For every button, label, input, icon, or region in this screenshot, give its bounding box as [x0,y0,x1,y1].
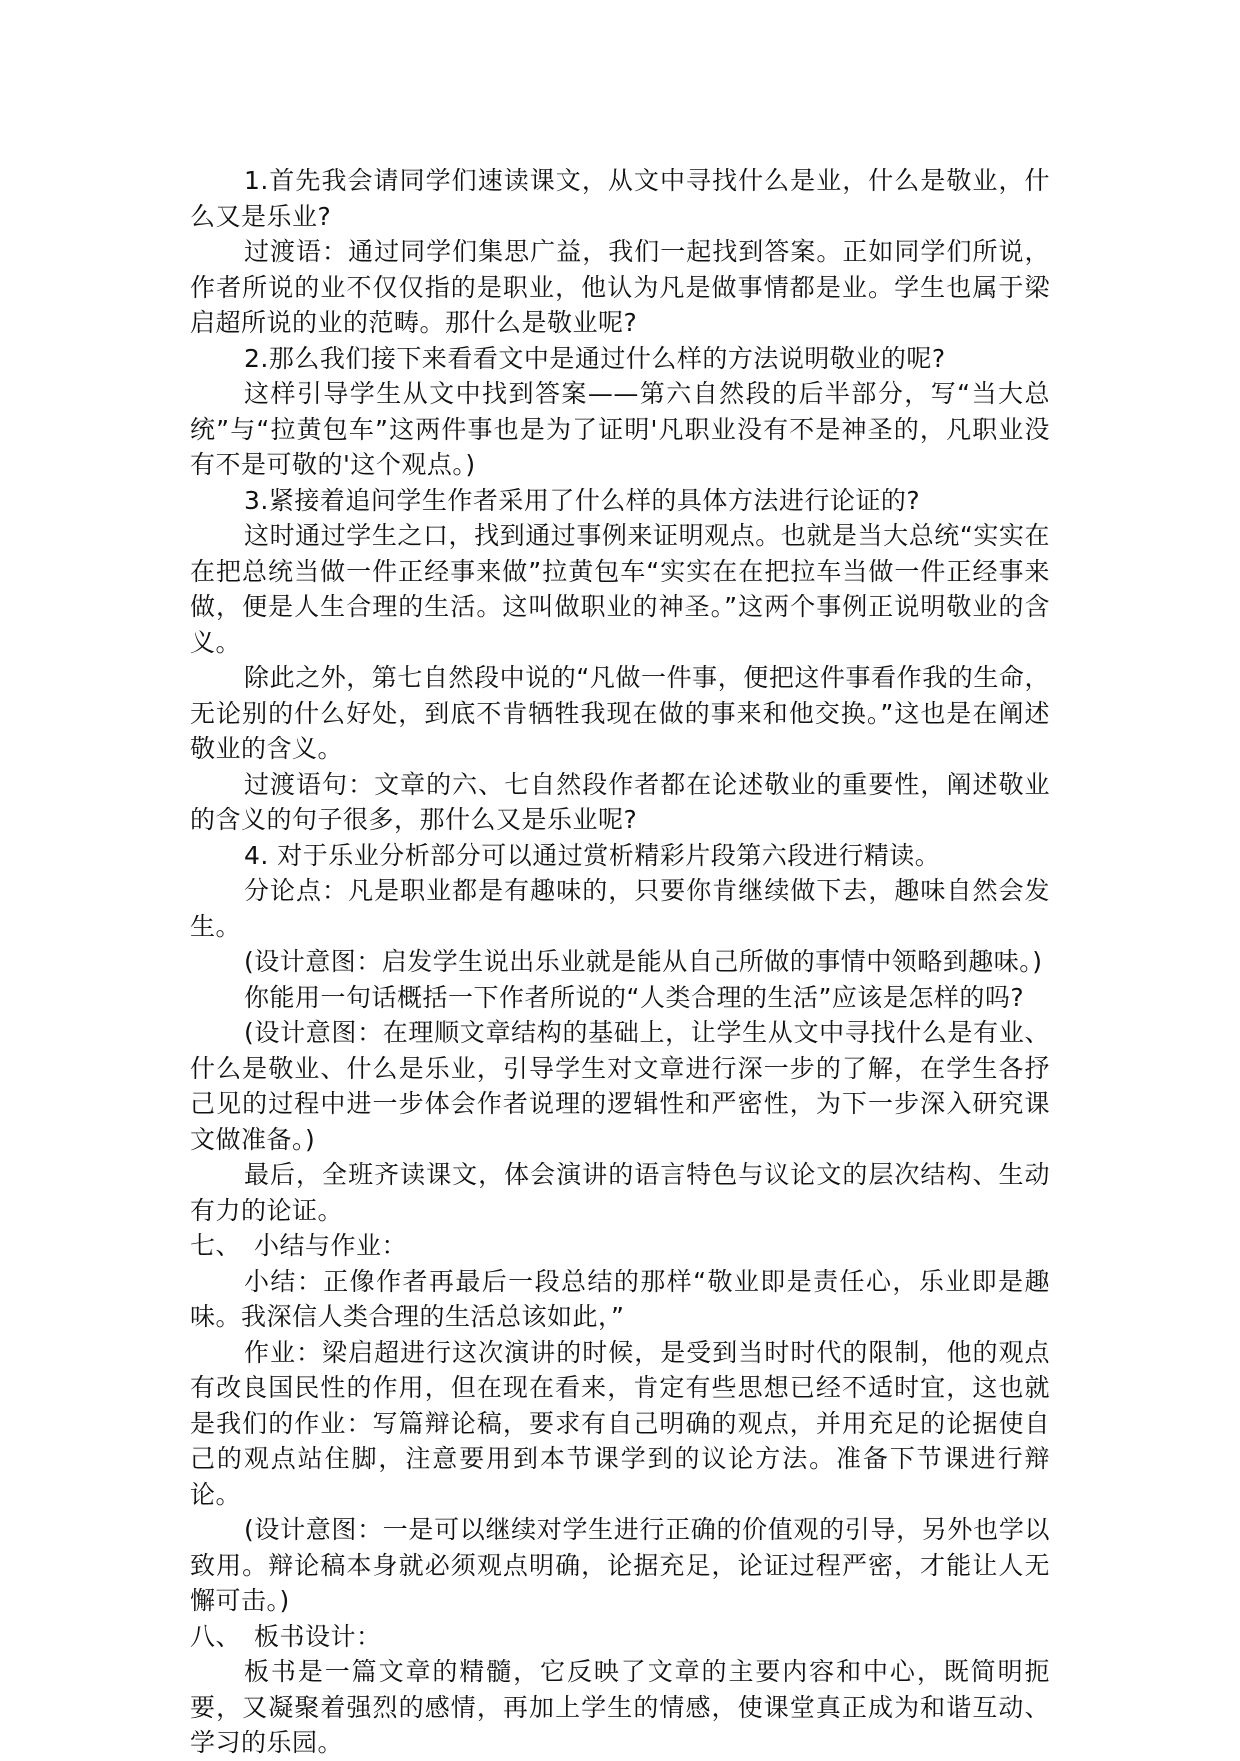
paragraph: 作业：梁启超进行这次演讲的时候，是受到当时时代的限制，他的观点有改良国民性的作用，但在现在看来，肯定有些思想已经不适时宜，这也就是我们的作业：写篇辩论稿，要求有自己明确的观点，并用充足的论据使自己的观点站住脚，注意要用到本节课学到的议论方法。准备下节课进行辩论。 [190,1337,1050,1509]
paragraph: 4. 对于乐业分析部分可以通过赏析精彩片段第六段进行精读。 [244,840,941,870]
paragraph: 除此之外，第七自然段中说的“凡做一件事，便把这件事看作我的生命，无论别的什么好处，到底不肯牺牲我现在做的事来和他交换。”这也是在阐述敬业的含义。 [190,663,1050,763]
paragraph: (设计意图：在理顺文章结构的基础上，让学生从文中寻找什么是有业、什么是敬业、什么是乐业，引导学生对文章进行深一步的了解，在学生各抒己见的过程中进一步体会作者说理的逻辑性和严密性，为下一步深入研究课文做准备。) [190,1018,1050,1154]
paragraph: 你能用一句话概括一下作者所说的“人类合理的生活”应该是怎样的吗? [244,982,1025,1012]
paragraph: 最后，全班齐读课文，体会演讲的语言特色与议论文的层次结构、生动有力的论证。 [190,1160,1050,1225]
paragraph: (设计意图：启发学生说出乐业就是能从自己所做的事情中领略到趣味。) [244,947,1043,976]
paragraph: 板书是一篇文章的精髓，它反映了文章的主要内容和中心，既简明扼要，又凝聚着强烈的感情，再加上学生的情感，使课堂真正成为和谐互动、学习的乐园。 [190,1657,1050,1757]
paragraph: (设计意图：一是可以继续对学生进行正确的价值观的引导，另外也学以致用。辩论稿本身就必须观点明确，论据充足，论证过程严密，才能让人无懈可击。) [190,1515,1050,1615]
paragraph: 1.首先我会请同学们速读课文，从文中寻找什么是业，什么是敬业，什么又是乐业? [190,166,1050,231]
paragraph: 这样引导学生从文中找到答案——第六自然段的后半部分，写“当大总统”与“拉黄包车”这两件事也是为了证明'凡职业没有不是神圣的，凡职业没有不是可敬的'这个观点。) [190,379,1050,479]
paragraph: 过渡语句：文章的六、七自然段作者都在论述敬业的重要性，阐述敬业的含义的句子很多，那什么又是乐业呢? [190,769,1050,834]
document-body [190,163,1050,1761]
paragraph: 2.那么我们接下来看看文中是通过什么样的方法说明敬业的呢? [244,343,946,373]
paragraph: 3.紧接着追问学生作者采用了什么样的具体方法进行论证的? [244,485,921,515]
paragraph: 小结：正像作者再最后一段总结的那样“敬业即是责任心，乐业即是趣味。我深信人类合理的生活总该如此，” [190,1266,1050,1331]
section-heading: 七、 小结与作业： [190,1231,408,1260]
section-heading: 八、 板书设计： [190,1621,382,1651]
paragraph: 过渡语：通过同学们集思广益，我们一起找到答案。正如同学们所说，作者所说的业不仅仅指的是职业，他认为凡是做事情都是业。学生也属于梁启超所说的业的范畴。那什么是敬业呢? [190,237,1050,337]
paragraph: 分论点：凡是职业都是有趣味的，只要你肯继续做下去，趣味自然会发生。 [190,876,1050,941]
paragraph: 这时通过学生之口，找到通过事例来证明观点。也就是当大总统“实实在在把总统当做一件正经事来做”拉黄包车“实实在在把拉车当做一件正经事来做，便是人生合理的生活。这叫做职业的神圣。”这两个事例正说明敬业的含义。 [190,521,1050,657]
